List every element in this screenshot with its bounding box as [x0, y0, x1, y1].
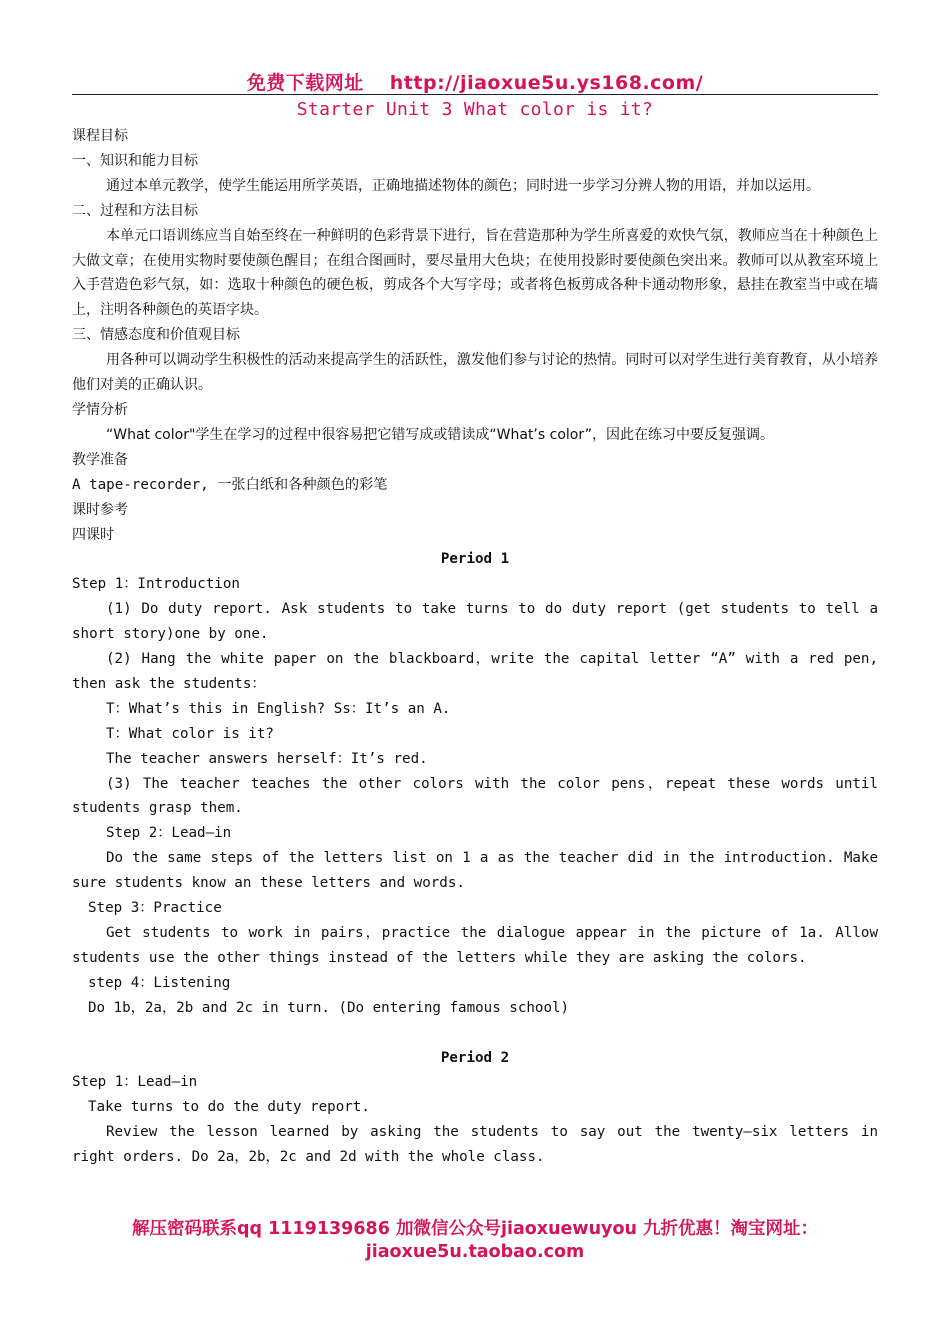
- period1-dialog2: T：What color is it?: [106, 725, 274, 742]
- analysis-text: “What color"学生在学习的过程中很容易把它错写成或错读成“What’s color”，因此在练习中要反复强调。: [106, 426, 774, 443]
- period1-step4-text: Do 1b，2a，2b and 2c in turn. (Do entering famous school): [88, 999, 570, 1016]
- section-gap: [72, 1021, 878, 1046]
- reference-heading: 课时参考: [72, 501, 128, 518]
- period1-step2: Step 2：Lead—in: [106, 825, 232, 842]
- goal1-heading: 一、知识和能力目标: [72, 152, 198, 169]
- period2-step1: Step 1：Lead—in: [72, 1074, 198, 1091]
- page-footer: [72, 1218, 878, 1264]
- prep-heading: 教学准备: [72, 451, 128, 468]
- goal2-text: 本单元口语训练应当自始至终在一种鲜明的色彩背景下进行，旨在营造那种为学生所喜爱的欢快气氛，教师应当在十种颜色上大做文章；在使用实物时要使颜色醒目；在组合图画时，要尽量用大色块；在使用投影时要使颜色突出来。教师可以从教室环境上入手营造色彩气氛，如：选取十种颜色的硬色板，剪成各个大写字母；或者将色板剪成各种卡通动物形象，悬挂在教室当中或在墙上，注明各种颜色的英语字块。: [72, 227, 878, 319]
- footer-shop-link[interactable]: jiaoxue5u.taobao.com: [365, 1242, 585, 1262]
- period1-step4: step 4：Listening: [88, 974, 231, 991]
- header-url-link[interactable]: http://jiaoxue5u.ys168.com/: [389, 72, 704, 94]
- period1-dialog1: T：What’s this in English? Ss：It’s an A.: [106, 700, 451, 717]
- period1-step1: Step 1：Introduction: [72, 576, 240, 593]
- header-label: 免费下载网址: [246, 72, 364, 94]
- period1-step2-text: Do the same steps of the letters list on 1 a as the teacher did in the introduction. Make sure students know an these letters and words.: [72, 850, 878, 892]
- period1-step3: Step 3：Practice: [88, 900, 222, 917]
- page-header: [72, 68, 878, 95]
- period1-item1: (1) Do duty report. Ask students to take turns to do duty report (get students to tell a short story)one by one.: [72, 601, 878, 643]
- document-body: [72, 124, 878, 1170]
- period1-item2: (2) Hang the white paper on the blackboard，write the capital letter “A” with a red pen, then ask the students：: [72, 651, 878, 692]
- period1-step3-text: Get students to work in pairs，practice the dialogue appear in the picture of 1a. Allow students use the other things instead of the letters while they are asking the colors.: [72, 925, 878, 966]
- document-title: Starter Unit 3 What color is it?: [296, 99, 654, 120]
- header-divider: [72, 94, 878, 95]
- reference-text: 四课时: [72, 526, 114, 543]
- prep-text: A tape-recorder, 一张白纸和各种颜色的彩笔: [72, 476, 388, 493]
- period2-heading: Period 2: [440, 1049, 510, 1066]
- goals-heading: 课程目标: [72, 128, 128, 144]
- goal1-text: 通过本单元教学，使学生能运用所学英语，正确地描述物体的颜色；同时进一步学习分辨人物的用语，并加以运用。: [106, 177, 820, 194]
- goal3-text: 用各种可以调动学生积极性的活动来提高学生的活跃性，激发他们参与讨论的热情。同时可以对学生进行美育教育，从小培养他们对美的正确认识。: [72, 352, 878, 394]
- analysis-heading: 学情分析: [72, 401, 128, 418]
- footer-contact-line: 解压密码联系qq 1119139686 加微信公众号jiaoxuewuyou 九折优惠！淘宝网址：: [131, 1219, 819, 1239]
- period2-line1: Take turns to do the duty report.: [88, 1099, 370, 1116]
- period1-item3: (3) The teacher teaches the other colors with the color pens，repeat these words until students grasp them.: [72, 775, 878, 817]
- period1-dialog3: The teacher answers herself：It’s red.: [106, 750, 428, 767]
- goal2-heading: 二、过程和方法目标: [72, 202, 198, 219]
- goal3-heading: 三、情感态度和价值观目标: [72, 327, 240, 344]
- period2-line2: Review the lesson learned by asking the students to say out the twenty—six letters in right orders. Do 2a，2b，2c and 2d with the whole class.: [72, 1124, 878, 1166]
- period1-heading: Period 1: [440, 551, 510, 568]
